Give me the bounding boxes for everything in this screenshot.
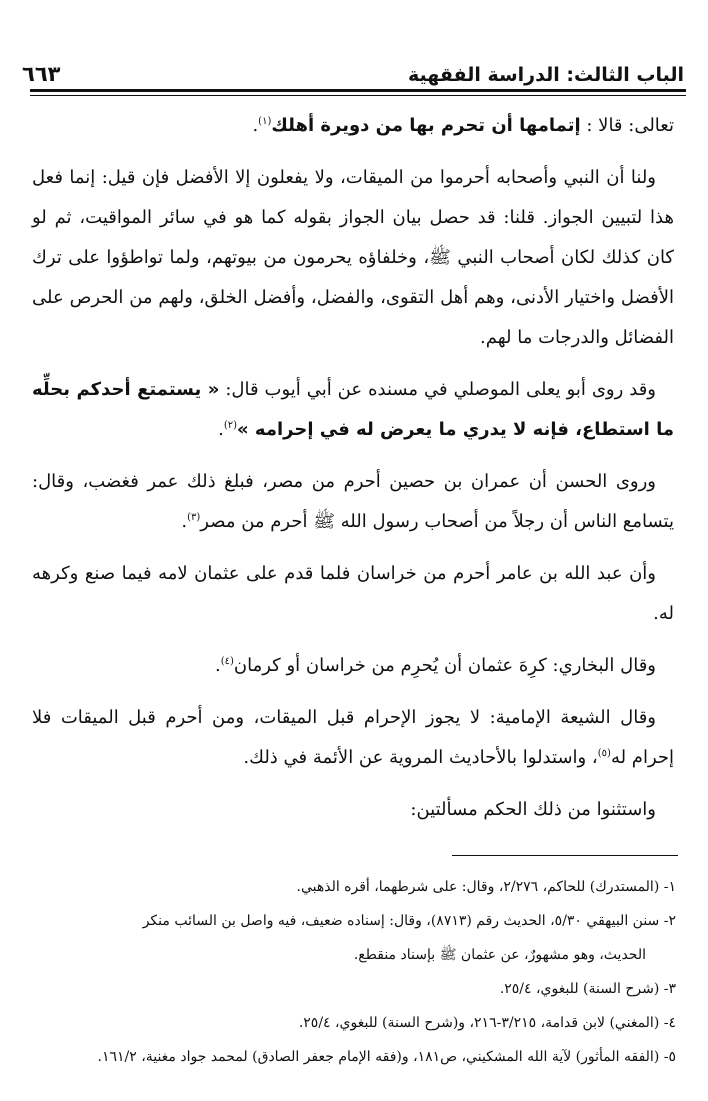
footnote-ref-4[interactable]: (٤) [220, 656, 234, 667]
hadith-quote-1: إتمامها أن تحرم بها من دويرة أهلك [271, 115, 581, 136]
footnotes [40, 870, 676, 1074]
paragraph-4: وروى الحسن أن عمران بن حصين أحرم من مصر، فبلغ ذلك عمر فغضب، وقال: يتسامع الناس أن رجلاً من أصحاب رسول الله ﷺ أحرم من مصر$^{(٣)}$. [32, 471, 674, 532]
footnote-ref-5[interactable]: (٥) [597, 748, 611, 759]
footnote-ref-1[interactable]: (١) [258, 116, 272, 127]
page-number: ٦٦٣ [22, 62, 61, 86]
footnote-separator [452, 855, 678, 856]
footnote-ref-3[interactable]: (٣) [187, 512, 201, 523]
footnote-3: ٣- (شرح السنة) للبغوي، ٢٥/٤. [499, 981, 676, 997]
chapter-title: الباب الثالث: الدراسة الفقهية [408, 64, 684, 86]
footnote-2: ٢- سنن البيهقي ٥/٣٠، الحديث رقم (٨٧١٣)، وقال: إسناده ضعيف، فيه واصل بن السائب منكر [142, 913, 676, 929]
paragraph-8: واستثنوا من ذلك الحكم مسألتين: [410, 799, 656, 820]
paragraph-6: وقال البخاري: كرِهَ عثمان أن يُحرِم من خراسان أو كرمان$^{(٤)}$. [214, 655, 656, 676]
footnote-4: ٤- (المغني) لابن قدامة، ٣/٢١٥-٢١٦، و(شرح السنة) للبغوي، ٢٥/٤. [298, 1015, 676, 1031]
footnote-2-continued: الحديث، وهو مشهورٌ، عن عثمان ﷺ بإسناد منقطع. [353, 947, 646, 963]
paragraph-1: تعالى: قالا : إتمامها أن تحرم بها من دويرة أهلك$^{(١)}$. [252, 115, 674, 136]
paragraph-5: وأن عبد الله بن عامر أحرم من خراسان فلما قدم على عثمان لامه فيما صنع وكرهه له. [32, 563, 674, 624]
paragraph-7: وقال الشيعة الإمامية: لا يجوز الإحرام قبل الميقات، ومن أحرم قبل الميقات فلا إحرام له$^{(٥)}$، واستدلوا بالأحاديث المروية عن الأئمة في ذلك. [32, 707, 674, 768]
footnote-1: ١- (المستدرك) للحاكم، ٢/٢٧٦، وقال: على شرطهما، أقره الذهبي. [296, 879, 676, 895]
paragraph-2: ولنا أن النبي وأصحابه أحرموا من الميقات، ولا يفعلون إلا الأفضل فإن قيل: إنما فعل هذا لتبيين الجواز. قلنا: قد حصل بيان الجواز بقوله كما هو في سائر المواقيت، ثم لو كان كذلك لكان أصحاب النبي ﷺ، وخلفاؤه يحرمون من بيوتهم، ولما تواطؤوا على ترك الأفضل واختيار الأدنى، وهم أهل التقوى، والفضل، وأفضل الخلق، ولهم من الحرص على الفضائل والدرجات ما لهم. [32, 167, 674, 348]
footnote-5: ٥- (الفقه المأثور) لآية الله المشكيني، ص١٨١، و(فقه الإمام جعفر الصادق) لمحمد جواد مغنية، ١٦١/٢. [97, 1049, 676, 1065]
footnote-ref-2[interactable]: (٢) [223, 420, 238, 431]
header-rule-thick [30, 89, 686, 92]
body-text [32, 106, 674, 842]
hadith-quote-2: « يستمتع أحدكم بحلِّه ما استطاع، فإنه لا يدري ما يعرض له في إحرامه » [32, 379, 674, 440]
paragraph-3: وقد روى أبو يعلى الموصلي في مسنده عن أبي أيوب قال: « يستمتع أحدكم بحلِّه ما استطاع، فإنه لا يدري ما يعرض له في إحرامه »$^{(٢)}$. [32, 379, 674, 440]
page-header [22, 52, 684, 86]
header-rule-thin [30, 95, 686, 96]
